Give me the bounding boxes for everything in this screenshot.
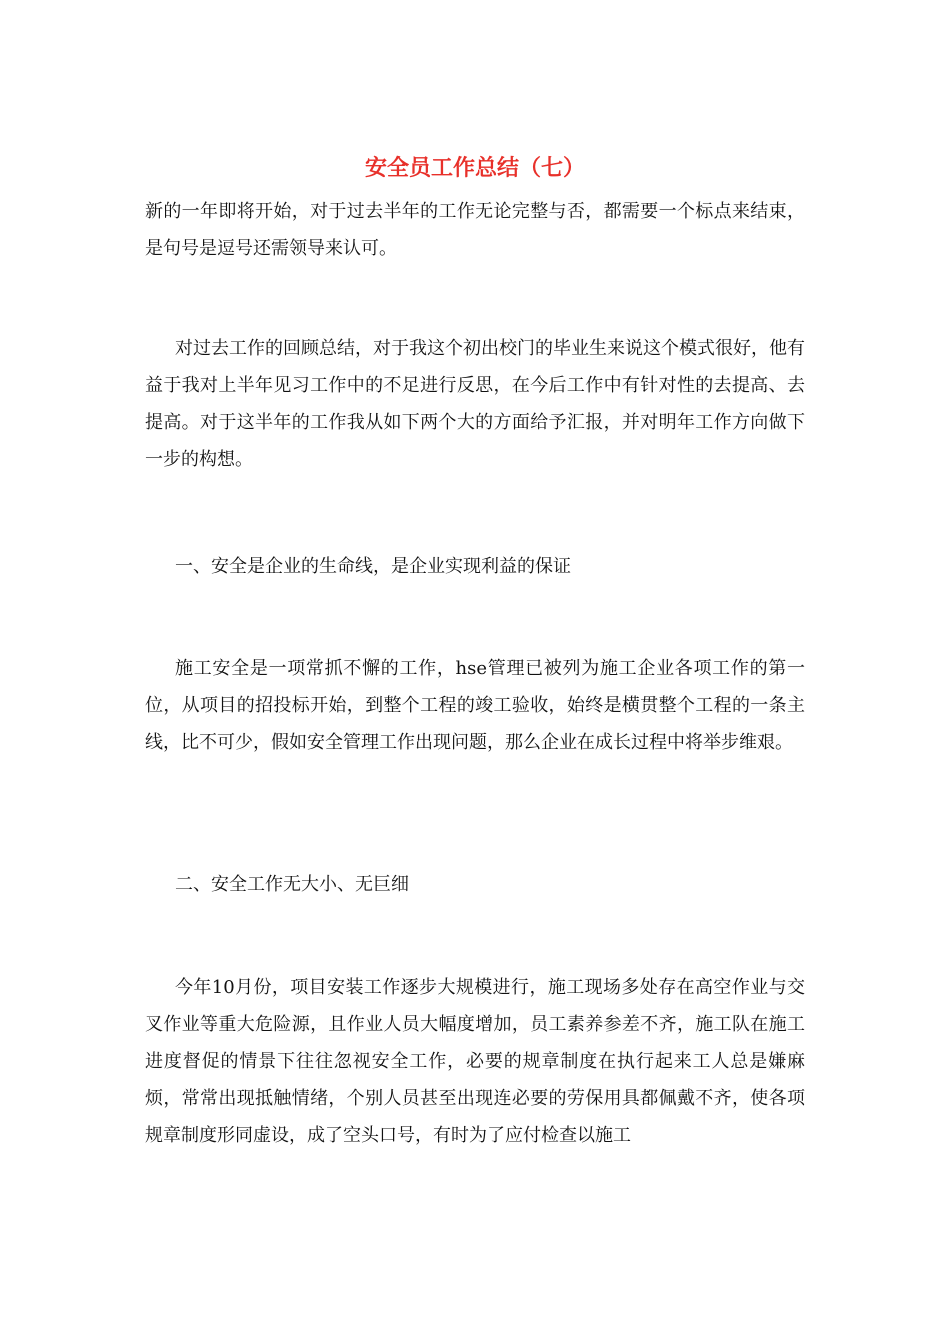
section-heading-2: 二、安全工作无大小、无巨细: [175, 874, 409, 895]
paragraph-safety: 施工安全是一项常抓不懈的工作，hse管理已被列为施工企业各项工作的第一位，从项目的招投标开始，到整个工程的竣工验收，始终是横贯整个工程的一条主线，比不可少，假如安全管理工作出现问题，那么企业在成长过程中将举步维艰。: [145, 658, 805, 753]
paragraph-review: 对过去工作的回顾总结，对于我这个初出校门的毕业生来说这个模式很好，他有益于我对上半年见习工作中的不足进行反思，在今后工作中有针对性的去提高、去提高。对于这半年的工作我从如下两个大的方面给予汇报，并对明年工作方向做下一步的构想。: [145, 338, 805, 470]
document-title: 安全员工作总结（七）: [364, 155, 585, 181]
paragraph-intro: 新的一年即将开始，对于过去半年的工作无论完整与否，都需要一个标点来结束，是句号是逗号还需领导来认可。: [145, 201, 805, 259]
paragraph-october: 今年10月份，项目安装工作逐步大规模进行，施工现场多处存在高空作业与交叉作业等重大危险源，且作业人员大幅度增加，员工素养参差不齐，施工队在施工进度督促的情景下往往忽视安全工作，必要的规章制度在执行起来工人总是嫌麻烦，常常出现抵触情绪，个别人员甚至出现连必要的劳保用具都佩戴不齐，使各项规章制度形同虚设，成了空头口号，有时为了应付检查以施工: [145, 977, 805, 1146]
section-heading-1: 一、安全是企业的生命线，是企业实现利益的保证: [175, 556, 571, 577]
